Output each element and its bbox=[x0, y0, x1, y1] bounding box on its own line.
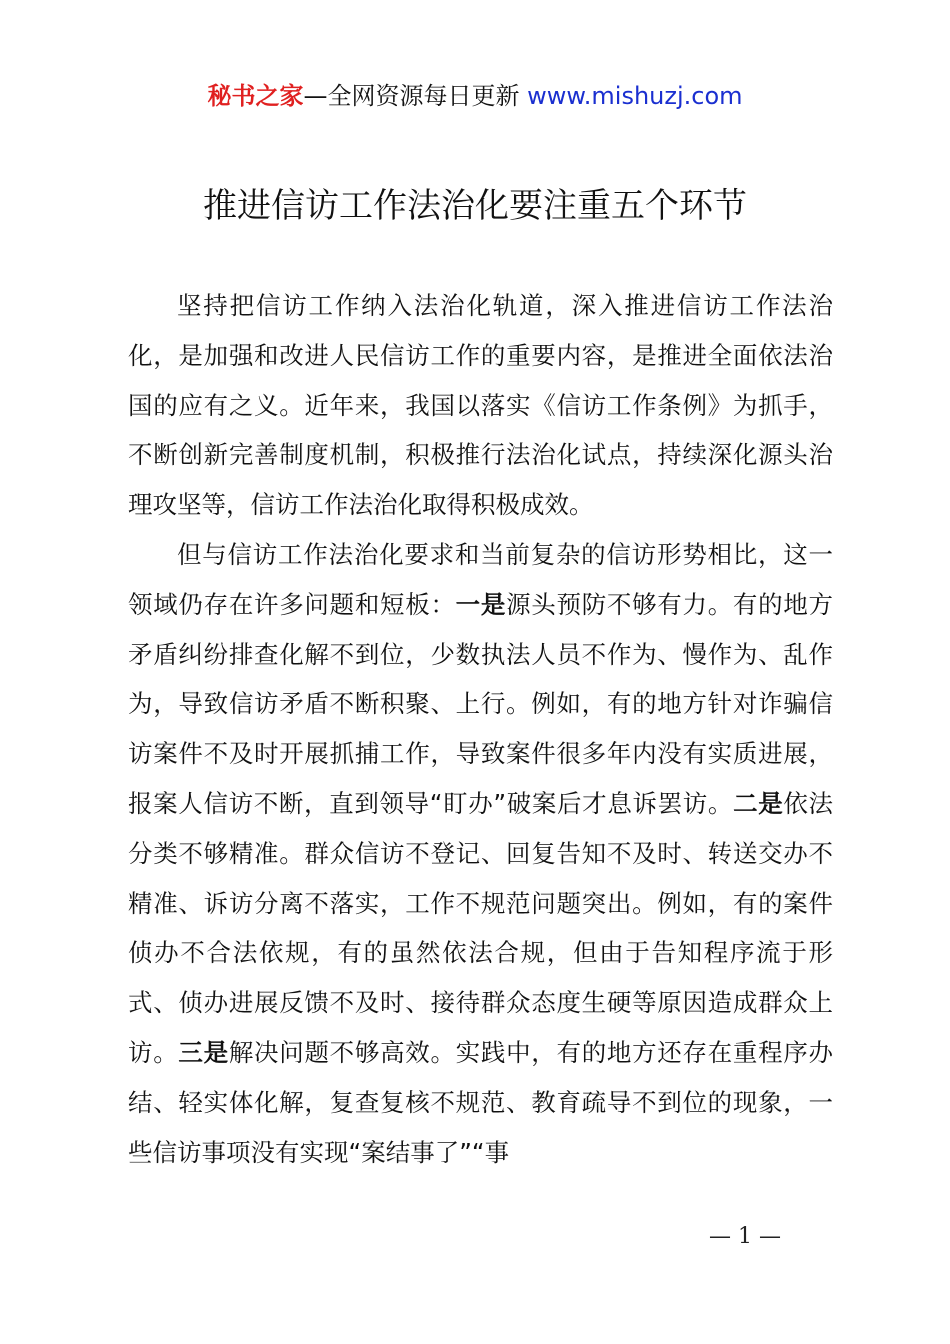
page-header bbox=[0, 78, 950, 114]
point-two-label: 二是 bbox=[733, 788, 784, 818]
paragraph-2-text-2: 源头预防不够有力。有的地方矛盾纠纷排查化解不到位，少数执法人员不作为、慢作为、乱作为，导致信访矛盾不断积聚、上行。例如，有的地方针对诈骗信访案件不及时开展抓捕工作，导致案件很多年内没有实质进展，报案人信访不断，直到领导“盯办”破案后才息诉罢访。 bbox=[128, 589, 834, 818]
point-three-label: 三是 bbox=[178, 1037, 229, 1067]
paragraph-2-text-4: 解决问题不够高效。实践中，有的地方还存在重程序办结、轻实体化解，复查复核不规范、教育疏导不到位的现象，一些信访事项没有实现“案结事了”“事 bbox=[128, 1037, 834, 1167]
header-slogan: —全网资源每日更新 bbox=[303, 82, 520, 110]
header-brand: 秘书之家 bbox=[207, 82, 304, 110]
paragraph-1: 坚持把信访工作纳入法治化轨道，深入推进信访工作法治化，是加强和改进人民信访工作的重要内容，是推进全面依法治国的应有之义。近年来，我国以落实《信访工作条例》为抓手，不断创新完善制度机制，积极推行法治化试点，持续深化源头治理攻坚等，信访工作法治化取得积极成效。 bbox=[128, 291, 833, 520]
point-one-label: 一是 bbox=[455, 589, 507, 619]
paragraph-2 bbox=[128, 530, 833, 1177]
page-number: — 1 — bbox=[709, 1224, 781, 1249]
document-title: 推进信访工作法治化要注重五个环节 bbox=[203, 186, 747, 226]
paragraph-2-text-1: 但与信访工作法治化要求和当前复杂的信访形势相比，这一领域仍存在许多问题和短板： bbox=[128, 539, 833, 619]
paragraph-2-text-3: 依法分类不够精准。群众信访不登记、回复告知不及时、转送交办不精准、诉访分离不落实，工作不规范问题突出。例如，有的案件侦办不合法依规，有的虽然依法合规，但由于告知程序流于形式、侦办进展反馈不及时、接待群众态度生硬等原因造成群众上访。 bbox=[128, 788, 834, 1067]
header-url[interactable]: www.mishuzj.com bbox=[527, 82, 743, 110]
document-body bbox=[128, 281, 833, 1177]
